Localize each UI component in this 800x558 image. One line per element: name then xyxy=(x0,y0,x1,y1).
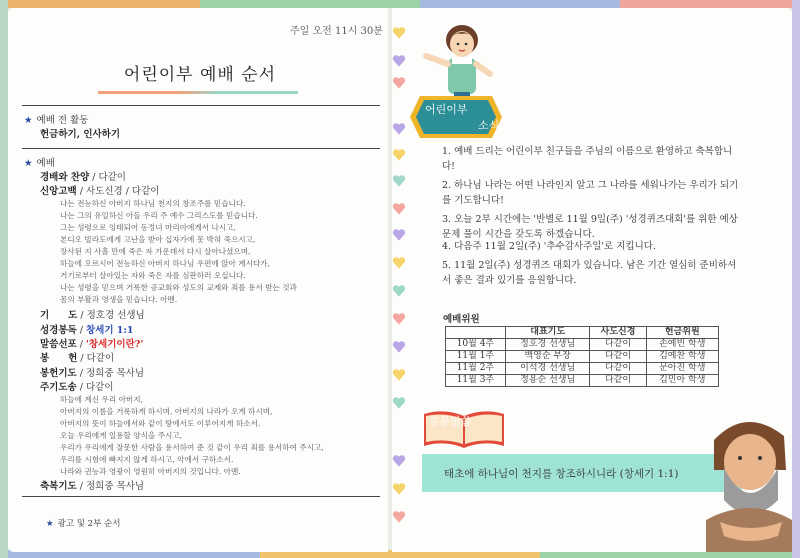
footer-note: ★ 광고 및 2부 순서 xyxy=(46,519,121,529)
news-badge-subtitle: 소식 xyxy=(478,119,500,132)
heart-icon xyxy=(392,148,406,162)
table-cell: 11월 2주 xyxy=(446,363,506,375)
service-time: 주일 오전 11시 30분 xyxy=(290,26,383,37)
table-cell: 김민아 학생 xyxy=(646,375,718,387)
table-cell: 이석경 선생님 xyxy=(505,363,590,375)
creed-line: 하늘에 오르시어 전능하신 아버지 하나님 우편에 앉아 계시다가, xyxy=(60,259,271,268)
lords-prayer-row: 주기도송 / 다같이 xyxy=(40,382,114,393)
table-cell: 손예빈 학생 xyxy=(646,339,718,351)
praise-row: 경배와 찬양 / 다같이 xyxy=(40,172,126,183)
creed-line: 본디오 빌라도에게 고난을 받아 십자가에 못 박혀 죽으시고, xyxy=(60,235,256,244)
heart-icon xyxy=(392,26,406,40)
table-cell: 11월 1주 xyxy=(446,351,506,363)
table-header: 헌금위원 xyxy=(646,327,718,339)
table-header xyxy=(446,327,506,339)
offering-row: 봉 헌 / 다같이 xyxy=(40,353,115,364)
benediction-row: 축복기도 / 정희중 목사님 xyxy=(40,481,145,492)
divider xyxy=(22,496,380,497)
verse-label: 본문말씀 xyxy=(429,415,472,428)
heart-icon xyxy=(392,396,406,410)
creed-line: 나는 그의 유일하신 아들 우리 주 예수 그리스도를 믿습니다. xyxy=(60,211,258,220)
table-row xyxy=(446,351,719,363)
table-cell: 김예찬 학생 xyxy=(646,351,718,363)
news-item: 2. 하나님 나라는 어떤 나라인지 알고 그 나라를 세워나가는 우리가 되기를 기도합니다! xyxy=(442,180,739,206)
prayer-row: 기 도 / 정호경 선생님 xyxy=(40,310,145,321)
ushers-heading: 예배위원 xyxy=(443,314,480,325)
star-icon: ★ xyxy=(46,519,54,529)
lords-prayer-line: 아버지의 뜻이 하늘에서와 같이 땅에서도 이루어지게 하소서. xyxy=(60,419,261,428)
table-cell: 다같이 xyxy=(590,351,646,363)
creed-line: 나는 전능하신 아버지 하나님 천지의 창조주를 믿습니다. xyxy=(60,199,246,208)
worship-heading: ★ 예배 xyxy=(24,158,55,169)
divider xyxy=(22,105,380,106)
table-row xyxy=(446,363,719,375)
table-cell: 10월 4주 xyxy=(446,339,506,351)
offering-prayer-row: 봉헌기도 / 정희중 목사님 xyxy=(40,368,145,379)
moses-illustration-icon xyxy=(706,410,792,552)
lords-prayer-line: 우리를 시험에 빠지지 않게 하시고, 악에서 구하소서. xyxy=(60,455,234,464)
heart-icon xyxy=(392,122,406,136)
news-item: 3. 오늘 2부 시간에는 '반별로 11월 9일(주) '성경퀴즈대회'를 위한 예상문제 풀이 시간을 갖도록 하겠습니다. xyxy=(442,214,738,240)
table-row xyxy=(446,339,719,351)
creed-line: 그는 성령으로 잉태되어 동정녀 마리아에게서 나시고, xyxy=(60,223,236,232)
table-header: 사도신경 xyxy=(590,327,646,339)
table-cell: 문아진 학생 xyxy=(646,363,718,375)
ushers-table xyxy=(445,326,719,387)
heart-icon xyxy=(392,54,406,68)
lords-prayer-line: 우리가 우리에게 잘못한 사람을 용서하여 준 것 같이 우리 죄를 용서하여 주시고, xyxy=(60,443,324,452)
star-icon: ★ xyxy=(24,158,33,169)
page-title: 어린이부 예배 순서 xyxy=(123,65,277,85)
heart-icon xyxy=(392,312,406,326)
heart-icon xyxy=(392,510,406,524)
sermon-row: 말씀선포 / '창세기이란?' xyxy=(40,339,144,350)
pre-worship-heading: ★ 예배 전 활동 xyxy=(24,115,89,126)
news-badge-title: 어린이부 xyxy=(425,103,468,116)
scripture-row: 성경봉독 / 창세기 1:1 xyxy=(40,325,134,336)
table-header-row xyxy=(446,327,719,339)
table-cell: 백영순 부장 xyxy=(505,351,590,363)
heart-icon xyxy=(392,284,406,298)
star-icon: ★ xyxy=(24,115,33,126)
table-header: 대표기도 xyxy=(505,327,590,339)
news-item: 1. 예배 드리는 어린이부 친구들을 주님의 이름으로 환영하고 축복합니다! xyxy=(442,146,733,172)
lords-prayer-line: 하늘에 계신 우리 아버지, xyxy=(60,395,144,404)
news-item: 5. 11월 2일(주) 성경퀴즈 대회가 있습니다. 남은 기간 열심히 준비하셔서 좋은 결과 있기를 응원합니다. xyxy=(442,260,737,286)
divider xyxy=(22,148,380,149)
table-row xyxy=(446,375,719,387)
heart-icon xyxy=(392,340,406,354)
heart-icon xyxy=(392,228,406,242)
lords-prayer-line: 나라와 권능과 영광이 영원히 아버지의 것입니다. 아멘. xyxy=(60,467,241,476)
table-cell: 11월 3주 xyxy=(446,375,506,387)
heart-icon xyxy=(392,482,406,496)
girl-illustration-icon xyxy=(418,22,506,102)
heart-icon xyxy=(392,76,406,90)
heart-icon xyxy=(392,368,406,382)
pre-worship-item: 헌금하기, 인사하기 xyxy=(40,129,121,140)
table-cell: 정호경 선생님 xyxy=(505,339,590,351)
creed-row: 신앙고백 / 사도신경 / 다같이 xyxy=(40,186,160,197)
lords-prayer-line: 오늘 우리에게 일용할 양식을 주시고, xyxy=(60,431,183,440)
heart-divider xyxy=(388,14,412,554)
lords-prayer-line: 아버지의 이름을 거룩하게 하시며, 아버지의 나라가 오게 하시며, xyxy=(60,407,273,416)
verse-text: 태초에 하나님이 천지를 창조하시니라 (창세기 1:1) xyxy=(444,468,679,480)
title-underline xyxy=(98,91,298,94)
news-item: 4. 다음주 11월 2일(주) '추수감사주일'로 지킵니다. xyxy=(442,241,656,252)
heart-icon xyxy=(392,454,406,468)
creed-line: 장사된 지 사흘 만에 죽은 자 가운데서 다시 살아나셨으며, xyxy=(60,247,251,256)
heart-icon xyxy=(392,174,406,188)
table-cell: 다같이 xyxy=(590,375,646,387)
table-cell: 정용순 선생님 xyxy=(505,375,590,387)
heart-icon xyxy=(392,202,406,216)
heart-icon xyxy=(392,256,406,270)
creed-line: 나는 성령을 믿으며 거룩한 공교회와 성도의 교제와 죄를 용서 받는 것과 xyxy=(60,283,297,292)
table-cell: 다같이 xyxy=(590,363,646,375)
creed-line: 거기로부터 살아있는 자와 죽은 자를 심판하러 오십니다. xyxy=(60,271,246,280)
creed-line: 몸의 부활과 영생을 믿습니다. 아멘. xyxy=(60,295,178,304)
table-cell: 다같이 xyxy=(590,339,646,351)
